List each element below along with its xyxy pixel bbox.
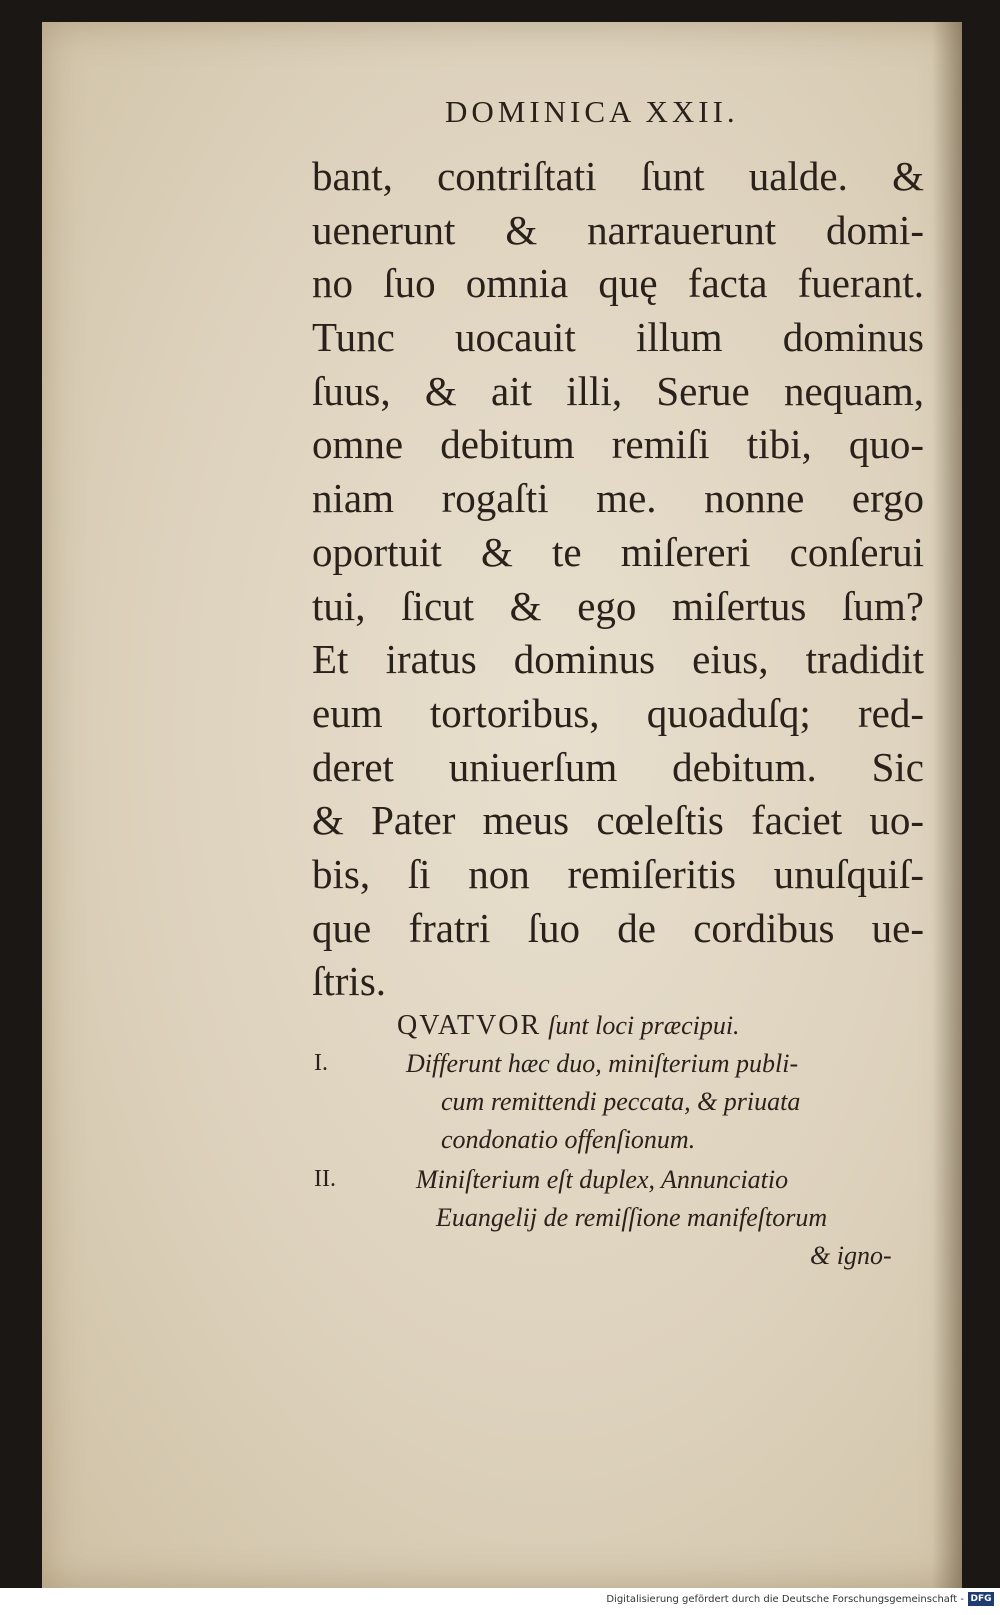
section-heading [397,1010,740,1042]
body-line: ſtris. [312,958,387,1005]
footer-bar [0,1588,1000,1615]
body-text [312,150,924,1009]
body-line: ſuus, & ait illi, Serue nequam, [312,367,924,414]
section-heading-caps: QVATVOR [397,1010,542,1041]
page-fold-shadow [932,22,962,1588]
body-line: oportuit & te miſereri conſerui [312,528,924,575]
dfg-logo: DFG [968,1592,994,1606]
footer-credit: Digitalisierung gefördert durch die Deutsche Forschungsgemeinschaft - [606,1594,964,1605]
body-line: deret uniuerſum debitum. Sic [312,743,924,790]
point-line: condonatio offenſionum. [441,1125,696,1154]
section-heading-italic: ſunt loci præcipui. [548,1011,740,1040]
body-line: niam rogaſti me. nonne ergo [312,475,924,522]
point-line: & igno- [810,1241,892,1270]
body-line: & Pater meus cœleſtis faciet uo- [312,797,924,844]
body-line: que fratri ſuo de cordibus ue- [312,904,924,951]
point-number: II. [314,1166,336,1192]
body-line: bant, contriſtati ſunt ualde. & [312,153,924,199]
point-line: Miniſterium eſt duplex, Annunciatio [416,1165,789,1194]
point-line: Differunt hæc duo, miniſterium publi- [406,1049,799,1078]
point-number: I. [314,1050,328,1076]
body-line: uenerunt & narrauerunt domi- [312,206,924,253]
body-line: tui, ſicut & ego miſertus ſum? [312,582,924,629]
point-line: Euangelij de remiſſione manifeſtorum [436,1203,828,1232]
point-line: cum remittendi peccata, & priuata [441,1087,801,1116]
body-line: no ſuo omnia quę facta fuerant. [312,260,924,307]
body-line: bis, ſi non remiſeritis unuſquiſ- [312,850,924,897]
body-line: Tunc uocauit illum dominus [312,314,924,361]
body-line: Et iratus dominus eius, tradidit [312,636,924,683]
body-line: eum tortoribus, quoaduſq; red- [312,689,924,736]
body-line: omne debitum remiſi tibi, quo- [312,421,924,468]
running-head: DOMINICA XXII. [445,94,739,129]
